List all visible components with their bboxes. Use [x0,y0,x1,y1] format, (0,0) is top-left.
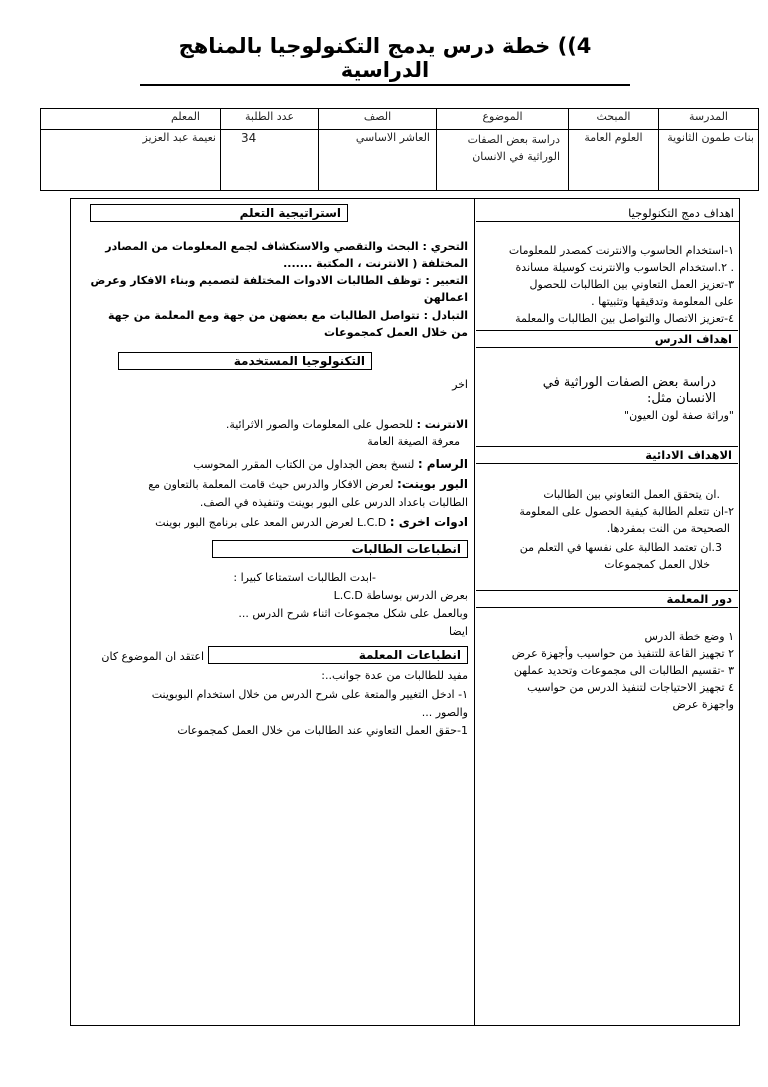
student-impression-1 [74,569,468,586]
value-grade: العاشر الاساسي [319,130,437,191]
header-students-count: عدد الطلبة [221,109,319,130]
student-impression-1-text: -ابدت الطالبات استمتاعا كبيرا : [233,571,376,584]
ppt-text: لعرض الافكار والدرس حيث قامت المعلمة بالتعاون مع [148,478,394,491]
lesson-goal-line-1: دراسة بعض الصفات الوراثية في [542,375,716,390]
teacher-impressions-side: اعتقد ان الموضوع كان [101,650,204,663]
strategy-title: استراتيجية التعلم [90,204,348,222]
teacher-impression-3: والصور ... [421,706,468,719]
tech-goal-4: ٤-تعزيز الاتصال والتواصل بين الطالبات والمعلمة [515,312,734,325]
teacher-role-1: ١ وضع خطة الدرس [644,630,734,643]
tech-goals-rule [476,221,740,222]
teacher-role-2: ٢ تجهيز القاعة للتنفيذ من حواسيب وأجهزة عرض [511,647,734,660]
student-impression-4: ايضا [448,625,468,638]
ppt-label: البور بوينت: [396,477,468,491]
tech-goal-3-cont: على المعلومة وتدقيقها وتثبيتها . [591,295,734,308]
header-grade: الصف [319,109,437,130]
tech-used-title: التكنولوجيا المستخدمة [118,352,372,370]
procedural-goals-title: الاهداف الادائية [476,446,738,464]
value-topic: دراسة بعض الصفات الوراثية في الانسان [437,130,569,191]
teacher-role-3: ٣ -تقسيم الطالبات الى مجموعات وتحديد عملهن [513,664,734,677]
ppt-text-2: الطالبات باعداد الدرس على البور بوينت وتنفيذه في الصف. [199,496,468,509]
strategy-line-1: التحري : البحث والتقصي والاستكشاف لجمع المعلومات من المصادر [105,240,468,253]
lesson-info-table [40,108,759,191]
painter-line [74,456,468,473]
value-subject: العلوم العامة [569,130,659,191]
tech-goal-2: . ٢.استخدام الحاسوب والانترنت كوسيلة مساندة [515,261,734,274]
tech-used-other: اخر [452,378,468,391]
teacher-impression-4: 1-حقق العمل التعاوني عند الطالبات من خلال العمل كمجموعات [177,724,468,737]
strategy-line-5: التبادل : تتواصل الطالبات مع بعضهن من جهة ومع المعلمة من جهة [108,309,468,322]
procedural-goal-3-cont: خلال العمل كمجموعات [604,558,710,571]
painter-text: لنسخ بعض الجداول من الكتاب المقرر المحوسب [193,458,415,471]
column-divider [474,198,475,1026]
internet-line [74,416,468,433]
tech-goal-3: ٣-تعزيز العمل التعاوني بين الطالبات للحصول [529,278,734,291]
procedural-goal-2-cont: الصحيحة من النت بمفردها. [606,522,730,535]
page-title: 4)) خطة درس يدمج التكنولوجيا بالمناهج الدراسية [140,34,630,86]
header-school: المدرسة [659,109,759,130]
internet-label: الانترنت : [416,418,468,431]
student-impressions-title: انطباعات الطالبات [212,540,468,558]
lesson-goals-title: اهداف الدرس [476,330,738,348]
tools-text: L.C.D لعرض الدرس المعد على برنامج البور بوينت [155,516,387,529]
internet-text-2: معرفة الصيغة العامة [367,435,460,448]
tech-goals-title: اهداف دمج التكنولوجيا [628,206,734,220]
teacher-impression-1: مفيد للطالبات من عدة جوانب..: [321,669,468,682]
teacher-role-title: دور المعلمة [476,590,738,608]
value-school: بنات طمون الثانوية [659,130,759,191]
teacher-impression-2: ١- ادخل التغيير والمتعة على شرح الدرس من خلال استخدام البوبوينت [151,688,468,701]
procedural-goal-1: .ان يتحقق العمل التعاوني بين الطالبات [543,488,720,501]
strategy-line-2: المختلفة ( الانترنت ، المكتبة ....... [283,257,468,270]
student-impression-2: بعرض الدرس بوساطة L.C.D [333,589,468,602]
teacher-role-4: ٤ تجهيز الاحتياجات لتنفيذ الدرس من حواسيب [527,681,734,694]
value-teacher: نعيمة عبد العزيز [41,130,221,191]
internet-text: للحصول على المعلومات والصور الاثرائية. [225,418,414,431]
header-topic: الموضوع [437,109,569,130]
procedural-goal-3: 3.ان تعتمد الطالبة على نفسها في التعلم من [519,541,722,554]
student-impression-3: وبالعمل على شكل مجموعات اثناء شرح الدرس ... [238,607,468,620]
lesson-goal-line-2: الانسان مثل: [647,391,716,406]
tools-line [74,514,468,531]
strategy-line-4: اعمالهن [423,291,468,304]
strategy-line-6: من خلال العمل كمجموعات [324,326,468,339]
strategy-line-3: التعبير : توظف الطالبات الادوات المختلفة لتصميم وبناء الافكار وعرض [90,274,468,287]
tools-label: ادوات اخرى : [389,515,468,529]
teacher-impressions-title: انطباعات المعلمة [208,646,468,664]
teacher-role-4-cont: واجهزة عرض [672,698,734,711]
procedural-goal-2: ٢-ان تتعلم الطالبة كيفية الحصول على المعلومة [519,505,734,518]
header-teacher: المعلم [41,109,221,130]
value-students-count: 34 [221,130,319,191]
ppt-line [74,476,468,493]
tech-goal-1: ١-استخدام الحاسوب والانترنت كمصدر للمعلومات [508,244,734,257]
header-subject: المبحث [569,109,659,130]
painter-label: الرسام : [417,457,468,471]
lesson-goal-line-3: "وراثة صفة لون العيون" [624,409,734,422]
